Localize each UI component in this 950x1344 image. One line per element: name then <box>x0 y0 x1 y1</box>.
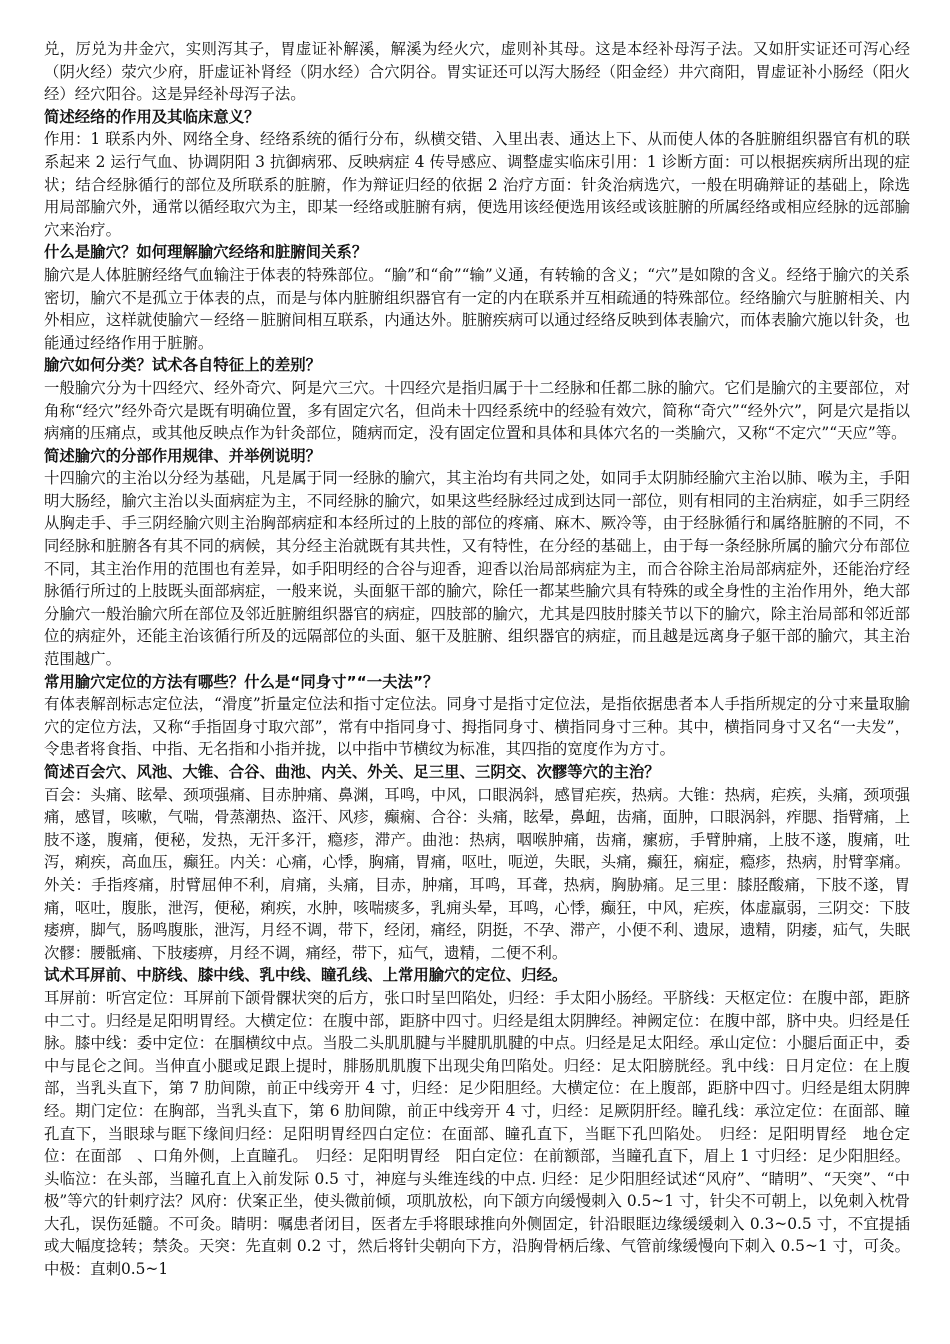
paragraph-point-locations: 耳屏前：听宫定位：耳屏前下颌骨髁状突的后方，张口时呈凹陷处，归经：手太阳小肠经。平脐线：天枢定位：在腹中部，距脐中二寸。归经是足阳明胃经。大横定位：在腹中部，距脐中四寸。归经是组太阴脾经。神阙定位：在腹中部，脐中央。归经是任脉。膝中线：委中定位：在腘横纹中点。当股二头肌肌腱与半腱肌肌腱的中点。归经是足太阳经。承山定位：小腿后面正中，委中与昆仑之间。当伸直小腿或足跟上提时，腓肠肌肌腹下出现尖角凹陷处。归经：足太阳膀胱经。乳中线：日月定位：在上腹部，当乳头直下，第 7 肋间隙，前正中线旁开 4 寸，归经：足少阳胆经。大横定位：在上腹部，距脐中四寸。归经是组太阴脾经。期门定位：在胸部，当乳头直下，第 6 肋间隙，前正中线旁开 4 寸，归经：足厥阴肝经。瞳孔线：承泣定位：在面部、瞳孔直下，当眼球与眶下缘间归经：足阳明胃经四白定位：在面部、瞳孔直下，当眶下孔凹陷处。 归经：足阳明胃经 地仓定位：在面部 、口角外侧，上直瞳孔。 归经：足阳明胃经 阳白定位：在前额部，当瞳孔直下，眉上 1 寸归经：足少阳胆经。头临泣：在头部，当瞳孔直上入前发际 0.5 寸，神庭与头维连线的中点. 归经：足少阳胆经试述“风府”、“睛明”、“天突”、“中极”等穴的针刺疗法？风府：伏案正坐，使头微前倾，项肌放松，向下颌方向缓慢刺入 0.5~1 寸，针尖不可朝上，以免刺入枕骨大孔，误伤延髓。不可灸。睛明：嘱患者闭目，医者左手将眼球推向外侧固定，针沿眼眶边缘缓缓刺入 0.3~0.5 寸，不宜提插或大幅度捻转；禁灸。天突：先直刺 0.2 寸，然后将针尖朝向下方，沿胸骨柄后缘、气管前缘缓慢向下刺入 0.5~1 寸，可灸。中极：直刺0.5~1 <box>44 988 910 1279</box>
heading-acupoint-definition: 什么是腧穴？如何理解腧穴经络和脏腑间关系？ <box>44 243 368 262</box>
heading-meridian-function: 简述经络的作用及其临床意义？ <box>44 107 260 126</box>
paragraph-location-methods: 有体表解剖标志定位法，“滑度”折量定位法和指寸定位法。同身寸是指寸定位法，是指依据患者本人手指所规定的分寸来量取腧穴的定位方法，又称“手指固身寸取穴部”，常有中指同身寸、拇指同身寸、横指同身寸三种。其中，横指同身寸又名“一夫发”，令患者将食指、中指、无名指和小指并拢，以中指中节横纹为标准，其四指的宽度作为方寸。 <box>44 695 910 759</box>
paragraph-meridian-function: 作用：1 联系内外、网络全身、经络系统的循行分布，纵横交错、入里出表、通达上下、从而使人体的各脏腑组织器官有机的联系起来 2 运行气血、协调阴阳 3 抗御病邪、反映病症 4 传导感应、调整虚实临床引用：1 诊断方面：可以根据疾病所出现的症状；结合经脉循行的部位及所联系的脏腑，作为辩证归经的依据 2 治疗方面：针灸治病选穴，一般在明确辩证的基础上，除选用局部腧穴外，通常以循经取穴为主，即某一经络或脏腑有病，便选用该经便选用该经或该脏腑的所属经络或相应经脉的远部腧穴来治疗。 <box>44 130 910 239</box>
paragraph-indication-rules: 十四腧穴的主治以分经为基础，凡是属于同一经脉的腧穴，其主治均有共同之处，如同手太阴肺经腧穴主治以肺、喉为主，手阳明大肠经，腧穴主治以头面病症为主，不同经脉的腧穴，如果这些经脉经过成到达同一部位，则有相同的主治病症，如手三阴经从胸走手、手三阴经腧穴则主治胸部病症和本经所过的上肢的部位的疼痛、麻木、厥冷等，由于经脉循行和属络脏腑的不同，不同经脉和脏腑各有其不同的病候，其分经主治就既有其共性，又有特性，在分经的基础上，由于每一条经脉所属的腧穴分布部位不同，其主治作用的范围也有差异，如手阳明经的合谷与迎香，迎香以治局部病症为主，而合谷除主治局部病症外，还能治疗经脉循行所过的上肢既头面部病症，一般来说，头面躯干部的腧穴，除任一都某些腧穴具有特殊的或全身性的主治作用外，绝大部分腧穴一般治腧穴所在部位及邻近脏腑组织器官的病症，四肢部的腧穴，尤其是四肢肘膝关节以下的腧穴，除主治局部和邻近部位的病症外，还能主治该循行所及的远隔部位的头面、躯干及脏腑、组织器官的病症，而且越是远离身子躯干部的腧穴，其主治范围越广。 <box>44 469 910 669</box>
paragraph-acupoint-classification: 一般腧穴分为十四经穴、经外奇穴、阿是穴三穴。十四经穴是指归属于十二经脉和任都二脉的腧穴。它们是腧穴的主要部位，对角称“经穴”经外奇穴是既有明确位置，多有固定穴名，但尚未十四经系统中的经验有效穴，简称“奇穴”“经外穴”，阿是穴是指以病痛的压痛点，或其他反映点作为针灸部位，随病而定，没有固定位置和具体和具体穴名的一类腧穴，又称“不定穴”“天应”等。 <box>44 378 910 443</box>
heading-location-methods: 常用腧穴定位的方法有哪些？什么是“同身寸”“一夫法”？ <box>44 672 439 691</box>
heading-indication-rules: 简述腧穴的分部作用规律、并举例说明？ <box>44 446 322 465</box>
paragraph-point-indications: 百会：头痛、眩晕、颈项强痛、目赤肿痛、鼻渊，耳鸣，中风，口眼涡斜，感冒疟疾，热病。大锥：热病，疟疾，头痛，颈项强痛，感冒，咳嗽，气喘，骨蒸潮热、盗汗、风疹，癫痫、合谷：头痛，眩晕，鼻衄，齿痛，面肿，口眼涡斜，痄腮、指臂痛，上肢不遂，腹痛，便秘，发热，无汗多汗，瘾疹，滞产。曲池：热病，咽喉肿痛，齿痛，瘰疬，手臂肿痛，上肢不遂，腹痛，吐泻，痢疾，高血压，癫狂。内关：心痛，心悸，胸痛，胃痛，呕吐，呃逆，失眠，头痛，癫狂，痫症，瘾疹，热病，肘臂挛痛。外关：手指疼痛，肘臂屈伸不利，肩痛，头痛，目赤，肿痛，耳鸣，耳聋，热病，胸胁痛。足三里：膝胫酸痛，下肢不遂，胃痛，呕吐，腹胀，泄泻，便秘，痢疾，水肿，咳喘痰多，乳痈头晕，耳鸣，心悸，癫狂，中风，疟疾，体虚羸弱，三阴交：下肢痿痹，脚气，肠鸣腹胀，泄泻，月经不调，带下，经闭，痛经，阴挺，不孕、滞产，小便不利、遗尿，遗精，阴痿，疝气，失眠次髎：腰骶痛、下肢痿痹，月经不调，痛经，带下，疝气，遗精，二便不利。 <box>44 785 910 962</box>
paragraph-bu-mu-xie-zi: 兑，厉兑为井金穴，实则泻其子，胃虚证补解溪，解溪为经火穴，虚则补其母。这是本经补母泻子法。又如肝实证还可泻心经（阴火经）荥穴少府，肝虚证补肾经（阴水经）合穴阴谷。胃实证还可以泻大肠经（阳金经）井穴商阳，胃虚证补小肠经（阳火经）经穴阳谷。这是异经补母泻子法。 <box>44 40 910 104</box>
paragraph-acupoint-definition: 腧穴是人体脏腑经络气血输注于体表的特殊部位。“腧”和“俞”“输”义通，有转输的含义；“穴”是如隙的含义。经络于腧穴的关系密切，腧穴不是孤立于体表的点，而是与体内脏腑组织器官有一定的内在联系并互相疏通的特殊部位。经络腧穴与脏腑相关、内外相应，这样就使腧穴－经络－脏腑间相互联系，内通达外。脏腑疾病可以通过经络反映到体表腧穴，而体表腧穴施以针灸，也能通过经络作用于脏腑。 <box>44 265 910 352</box>
document-page <box>44 38 910 1281</box>
heading-point-indications: 简述百会穴、风池、大锥、合谷、曲池、内关、外关、足三里、三阴交、次髎等穴的主治？ <box>44 763 660 781</box>
heading-acupoint-classification: 腧穴如何分类？试术各自特征上的差别？ <box>44 356 322 375</box>
heading-point-locations: 试术耳屏前、中脐线、膝中线、乳中线、瞳孔线、上常用腧穴的定位、归经。 <box>44 966 568 985</box>
